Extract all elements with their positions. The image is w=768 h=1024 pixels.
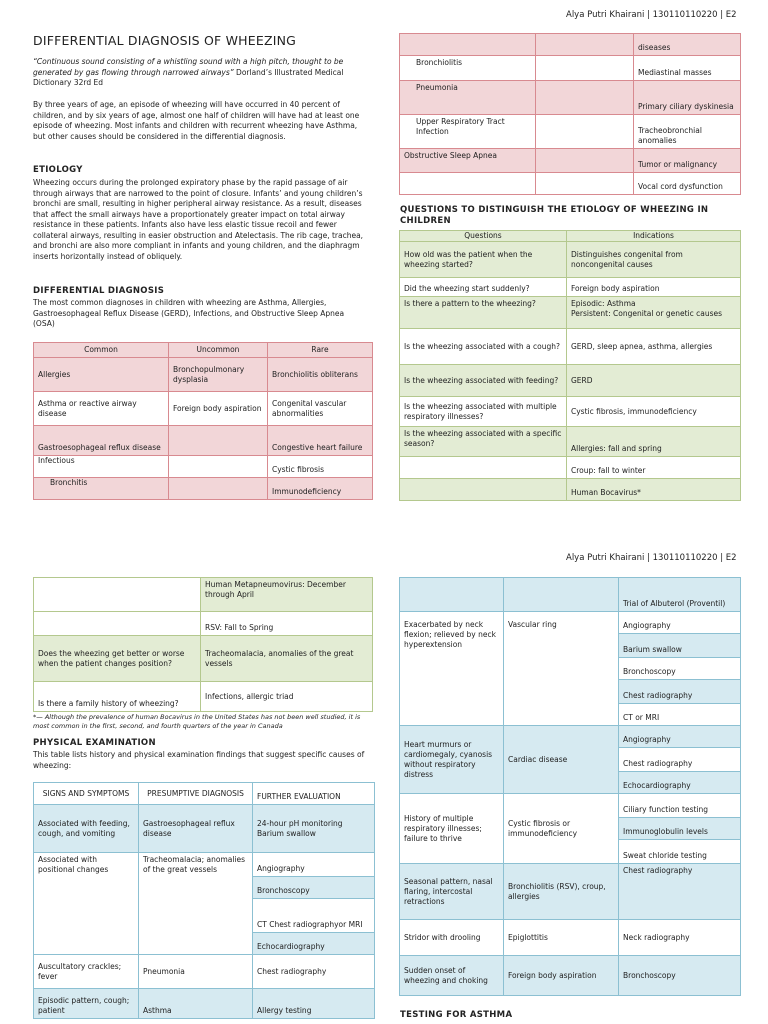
table-cell: Bronchoscopy	[619, 956, 741, 996]
table-cell	[536, 81, 634, 115]
table-cell: Pneumonia	[400, 81, 536, 115]
table-cell: Bronchiolitis	[400, 56, 536, 81]
table-cell: Stridor with drooling	[400, 920, 504, 956]
table-cell: Bronchiolitis (RSV), croup, allergies	[504, 864, 619, 920]
table-cell: GERD, sleep apnea, asthma, allergies	[567, 329, 741, 365]
table-cell: Immunoglobulin levels	[619, 818, 741, 840]
table-cell	[34, 578, 201, 612]
table-cell: Bronchiolitis obliterans	[268, 358, 373, 392]
col-signs: SIGNS AND SYMPTOMS	[34, 783, 139, 805]
table-cell: Seasonal pattern, nasal flaring, intercostal retractions	[400, 864, 504, 920]
table-cell: Is the wheezing associated with multiple respiratory illnesses?	[400, 397, 567, 427]
table-cell: Episodic pattern, cough; patient	[34, 989, 139, 1019]
table-cell: Chest radiography	[619, 680, 741, 704]
table-cell	[400, 479, 567, 501]
table-cell: Bronchopulmonary dysplasia	[169, 358, 268, 392]
table-cell: Asthma or reactive airway disease	[34, 392, 169, 426]
table-cell: Infectious	[34, 456, 169, 478]
table-cell: Allergies	[34, 358, 169, 392]
table-cell: Tracheomalacia, anomalies of the great vessels	[201, 636, 373, 682]
table-cell: Obstructive Sleep Apnea	[400, 149, 536, 173]
table-cell: Sweat chloride testing	[619, 840, 741, 864]
table-cell	[536, 115, 634, 149]
col-diagnosis: PRESUMPTIVE DIAGNOSIS	[139, 783, 253, 805]
table-cell: Vascular ring	[504, 612, 619, 726]
table-cell: Congenital vascular abnormalities	[268, 392, 373, 426]
table-cell: Exacerbated by neck flexion; relieved by neck hyperextension	[400, 612, 504, 726]
dd-paragraph: The most common diagnoses in children with wheezing are Asthma, Allergies, Gastroesophageal Reflux Disease (GERD), Infections, and Obstructive Sleep Apnea (OSA)	[33, 298, 345, 328]
table-cell: GERD	[567, 365, 741, 397]
table-cell: Vocal cord dysfunction	[634, 173, 741, 195]
table-cell: Heart murmurs or cardiomegaly, cyanosis without respiratory distress	[400, 726, 504, 794]
table-cell: Echocardiography	[619, 772, 741, 794]
table-cell: Chest radiography	[619, 748, 741, 772]
table-cell: Ciliary function testing	[619, 794, 741, 818]
table-cell	[536, 34, 634, 56]
table-cell: How old was the patient when the wheezing started?	[400, 242, 567, 278]
table-cell: Immunodeficiency	[268, 478, 373, 500]
table-cell: CT Chest radiographyor MRI	[253, 899, 375, 933]
pe-heading: PHYSICAL EXAMINATION	[33, 738, 156, 748]
table-cell: Upper Respiratory Tract Infection	[400, 115, 536, 149]
intro-paragraph: By three years of age, an episode of wheezing will have occurred in 40 percent of children, and by six years of age, almost one half of children will have had at least one episode of wheezing. Most infants and children with recurrent wheezing have Asthma, but other causes should be considered in the differential diagnosis.	[33, 100, 360, 141]
dd-table-continued	[399, 33, 741, 195]
table-cell	[400, 34, 536, 56]
etiology-paragraph: Wheezing occurs during the prolonged expiratory phase by the rapid passage of air through airways that are narrowed to the point of closure. Infants’ and young children’s bronchi are small, resulting in higher peripheral airway resistance. As a result, diseases that affect the small airways have a proportionately greater impact on total airway resistance in these patients. Infants also have less elastic tissue recoil and fewer collateral airways, resulting in easier obstruction and Atelectasis. The rib cage, trachea, and bronchi are also more compliant in infants and young children, and the diaphragm inserts horizontally instead of obliquely.	[33, 178, 364, 261]
table-cell: Infections, allergic triad	[201, 682, 373, 712]
page-header-2: Alya Putri Khairani | 130110110220 | E2	[566, 553, 737, 563]
table-cell: Foreign body aspiration	[169, 392, 268, 426]
table-cell	[536, 173, 634, 195]
table-cell: Is there a family history of wheezing?	[34, 682, 201, 712]
questions-heading: QUESTIONS TO DISTINGUISH THE ETIOLOGY OF WHEEZING IN CHILDREN	[400, 205, 709, 226]
table-cell: Bronchitis	[34, 478, 169, 500]
table-cell	[536, 56, 634, 81]
table-cell: Angiography	[619, 612, 741, 634]
asthma-heading: TESTING FOR ASTHMA	[400, 1010, 513, 1020]
quote-text: “Continuous sound consisting of a whistling sound with a high pitch, thought to be generated by gas flowing through narrowed airways”	[33, 57, 344, 77]
pe-table	[33, 782, 375, 1019]
table-cell: Did the wheezing start suddenly?	[400, 278, 567, 297]
table-cell: Cystic fibrosis, immunodeficiency	[567, 397, 741, 427]
table-cell: Echocardiography	[253, 933, 375, 955]
table-cell	[400, 457, 567, 479]
col-questions: Questions	[400, 231, 567, 242]
dd-col-rare: Rare	[268, 343, 373, 358]
table-cell	[400, 173, 536, 195]
table-cell: Trial of Albuterol (Proventil)	[619, 578, 741, 612]
table-cell: Pneumonia	[139, 955, 253, 989]
table-cell: History of multiple respiratory illnesses; failure to thrive	[400, 794, 504, 864]
questions-table-continued	[33, 577, 373, 712]
table-cell: Cystic fibrosis	[268, 456, 373, 478]
table-cell: Angiography	[619, 726, 741, 748]
table-cell: diseases	[634, 34, 741, 56]
table-cell: Angiography	[253, 853, 375, 877]
table-cell: 24-hour pH monitoring Barium swallow	[253, 805, 375, 853]
table-cell	[169, 426, 268, 456]
table-cell: Is the wheezing associated with a specific season?	[400, 427, 567, 457]
table-cell: Bronchoscopy	[253, 877, 375, 899]
table-cell: Primary ciliary dyskinesia	[634, 81, 741, 115]
table-cell: Episodic: Asthma Persistent: Congenital or genetic causes	[567, 297, 741, 329]
page-title: DIFFERENTIAL DIAGNOSIS OF WHEEZING	[33, 33, 297, 48]
table-cell: Human Bocavirus*	[567, 479, 741, 501]
table-cell	[400, 578, 504, 612]
table-cell: Associated with positional changes	[34, 853, 139, 955]
table-cell: Is the wheezing associated with a cough?	[400, 329, 567, 365]
table-cell	[504, 578, 619, 612]
table-cell: Cardiac disease	[504, 726, 619, 794]
table-cell: Gastroesophageal reflux disease	[139, 805, 253, 853]
pe-paragraph: This table lists history and physical examination findings that suggest specific causes of wheezing:	[33, 750, 365, 770]
table-cell: Epiglottitis	[504, 920, 619, 956]
table-cell: Foreign body aspiration	[567, 278, 741, 297]
col-evaluation: FURTHER EVALUATION	[253, 783, 375, 805]
table-cell: Gastroesophageal reflux disease	[34, 426, 169, 456]
page-header: Alya Putri Khairani | 130110110220 | E2	[566, 10, 737, 20]
table-cell: Tracheomalacia; anomalies of the great vessels	[139, 853, 253, 955]
table-cell: Barium swallow	[619, 634, 741, 658]
table-cell: Congestive heart failure	[268, 426, 373, 456]
table-cell: Distinguishes congenital from noncongenital causes	[567, 242, 741, 278]
table-cell: Asthma	[139, 989, 253, 1019]
table-cell: RSV: Fall to Spring	[201, 612, 373, 636]
table-cell: Does the wheezing get better or worse when the patient changes position?	[34, 636, 201, 682]
table-cell: Chest radiography	[619, 864, 741, 920]
questions-table	[399, 230, 741, 501]
table-cell: Associated with feeding, cough, and vomiting	[34, 805, 139, 853]
dd-table	[33, 342, 373, 500]
table-cell: Auscultatory crackles; fever	[34, 955, 139, 989]
table-cell	[169, 456, 268, 478]
etiology-heading: ETIOLOGY	[33, 165, 83, 175]
table-cell: Tracheobronchial anomalies	[634, 115, 741, 149]
table-cell: Human Metapneumovirus: December through April	[201, 578, 373, 612]
table-cell: Foreign body aspiration	[504, 956, 619, 996]
table-cell: Mediastinal masses	[634, 56, 741, 81]
dd-heading: DIFFERENTIAL DIAGNOSIS	[33, 286, 165, 296]
table-cell: Is the wheezing associated with feeding?	[400, 365, 567, 397]
table-cell: Cystic fibrosis or immunodeficiency	[504, 794, 619, 864]
table-cell	[34, 612, 201, 636]
footnote: *— Although the prevalence of human Bocavirus in the United States has not been well studied, it is most common in the first, second, and fourth quarters of the year in Canada	[33, 713, 361, 730]
dd-col-common: Common	[34, 343, 169, 358]
table-cell: Chest radiography	[253, 955, 375, 989]
definition-quote	[33, 57, 365, 89]
table-cell	[169, 478, 268, 500]
pe-table-continued	[399, 577, 741, 996]
table-cell: Allergies: fall and spring	[567, 427, 741, 457]
table-cell: Bronchoscopy	[619, 658, 741, 680]
table-cell: Croup: fall to winter	[567, 457, 741, 479]
quote-source: Dorland’s Illustrated Medical Dictionary 32rd Ed	[33, 67, 344, 87]
col-indications: Indications	[567, 231, 741, 242]
table-cell: CT or MRI	[619, 704, 741, 726]
table-cell: Tumor or malignancy	[634, 149, 741, 173]
dd-col-uncommon: Uncommon	[169, 343, 268, 358]
table-cell: Allergy testing	[253, 989, 375, 1019]
table-cell: Sudden onset of wheezing and choking	[400, 956, 504, 996]
table-cell: Neck radiography	[619, 920, 741, 956]
table-cell: Is there a pattern to the wheezing?	[400, 297, 567, 329]
table-cell	[536, 149, 634, 173]
